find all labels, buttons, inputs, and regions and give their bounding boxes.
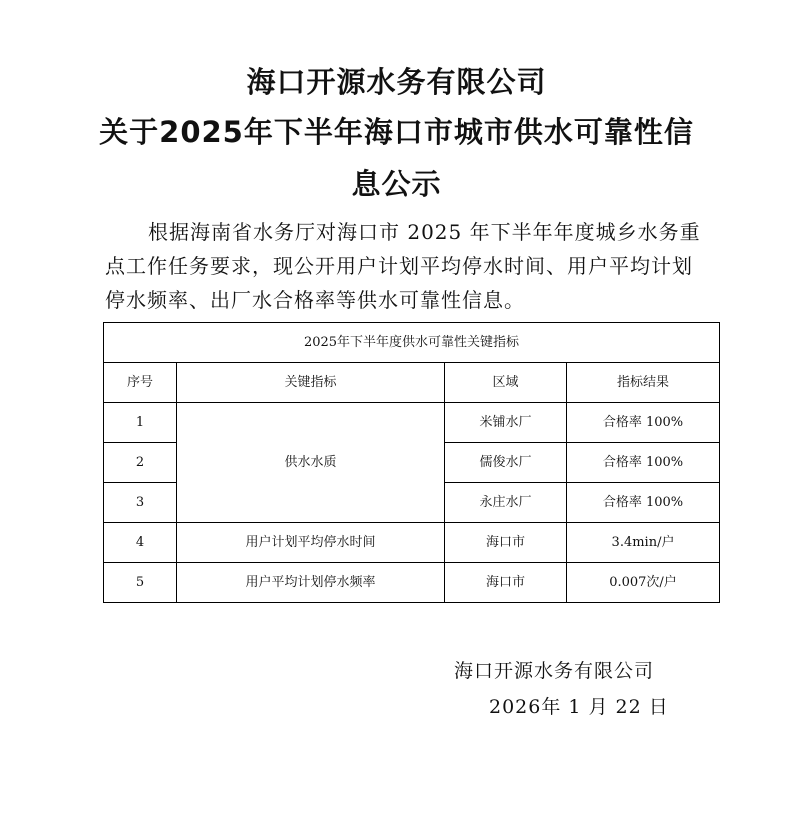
signature-company: 海口开源水务有限公司 xyxy=(454,660,655,682)
row-result: 合格率 100% xyxy=(567,443,720,483)
row-no: 4 xyxy=(104,523,177,563)
row-region: 海口市 xyxy=(445,563,567,603)
row-no: 5 xyxy=(104,563,177,603)
table-caption: 2025年下半年度供水可靠性关键指标 xyxy=(104,323,720,363)
row-region: 儒俊水厂 xyxy=(445,443,567,483)
merged-indicator-cell: 供水水质 xyxy=(177,403,445,523)
row-no: 3 xyxy=(104,483,177,523)
intro-paragraph-line-2: 点工作任务要求，现公开用户计划平均停水时间、用户平均计划 xyxy=(105,254,693,278)
intro-paragraph-line-1: 根据海南省水务厅对海口市 2025 年下半年年度城乡水务重 xyxy=(148,220,701,244)
document-title-line-3: 息公示 xyxy=(351,167,442,201)
kpi-table xyxy=(103,322,720,603)
table-row xyxy=(104,523,720,563)
intro-paragraph-line-3: 停水频率、出厂水合格率等供水可靠性信息。 xyxy=(105,288,525,312)
row-no: 1 xyxy=(104,403,177,443)
document-title-line-2: 关于2025年下半年海口市城市供水可靠性信 xyxy=(99,115,694,149)
row-result: 3.4min/户 xyxy=(567,523,720,563)
row-no: 2 xyxy=(104,443,177,483)
row-result: 0.007次/户 xyxy=(567,563,720,603)
row-region: 永庄水厂 xyxy=(445,483,567,523)
row-result: 合格率 100% xyxy=(567,483,720,523)
row-region: 海口市 xyxy=(445,523,567,563)
header-cell-no: 序号 xyxy=(104,363,177,403)
header-cell-indicator: 关键指标 xyxy=(177,363,445,403)
document-title-line-1: 海口开源水务有限公司 xyxy=(246,65,547,99)
header-cell-result: 指标结果 xyxy=(567,363,720,403)
intro-paragraph xyxy=(105,215,705,317)
table-header-row xyxy=(104,363,720,403)
header-cell-region: 区域 xyxy=(445,363,567,403)
table-row xyxy=(104,403,720,443)
signature-date: 2026年 1 月 22 日 xyxy=(489,696,669,718)
table-row xyxy=(104,563,720,603)
row-result: 合格率 100% xyxy=(567,403,720,443)
row-indicator: 用户平均计划停水频率 xyxy=(177,563,445,603)
row-region: 米铺水厂 xyxy=(445,403,567,443)
row-indicator: 用户计划平均停水时间 xyxy=(177,523,445,563)
table-caption-row xyxy=(104,323,720,363)
